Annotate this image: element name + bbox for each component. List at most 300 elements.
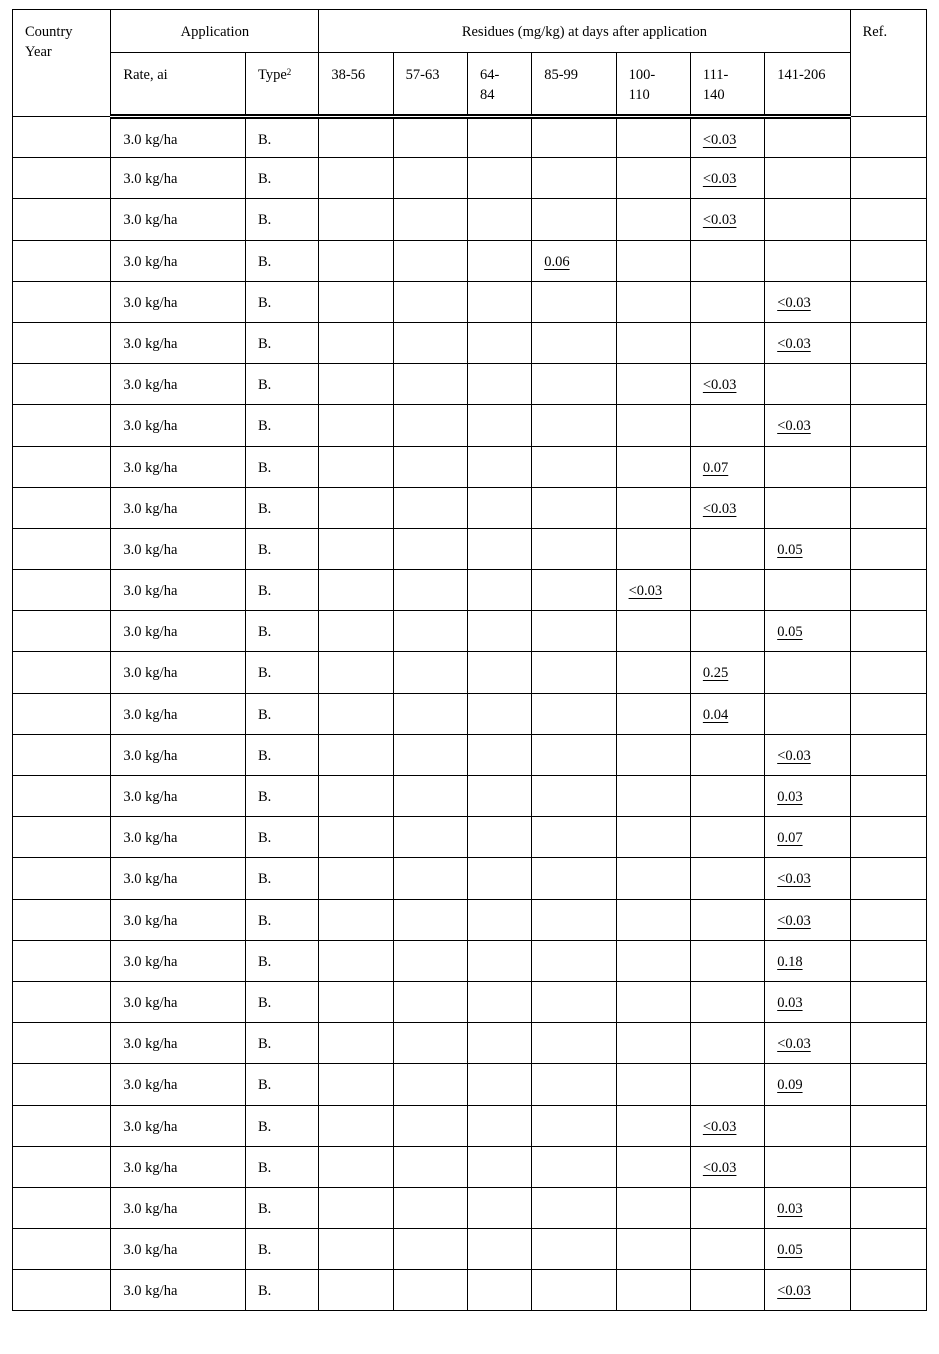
type-cell-text: B. [258,459,272,476]
residue-empty-cell [616,1229,690,1270]
ref-cell [850,693,926,734]
rate-cell [111,776,246,817]
type-cell [246,240,319,281]
rate-cell [111,528,246,569]
residue-empty-cell [532,446,616,487]
residue-empty-cell [690,528,764,569]
type-cell [246,1146,319,1187]
rate-cell [111,364,246,405]
residue-empty-cell [467,364,531,405]
rate-cell-text: 3.0 kg/ha [123,541,178,558]
header-type-label: Type [258,67,287,83]
residue-empty-cell [532,528,616,569]
residue-value-cell [765,817,850,858]
residue-empty-cell [319,364,393,405]
residue-value-cell-text: 0.05 [777,624,803,641]
residue-empty-cell [393,1146,467,1187]
header-type-footnote: 2 [286,67,292,77]
rate-cell-text: 3.0 kg/ha [123,212,178,229]
rate-cell-text: 3.0 kg/ha [123,418,178,435]
residue-empty-cell [532,1229,616,1270]
residue-empty-cell [690,940,764,981]
type-cell [246,776,319,817]
residue-empty-cell [616,199,690,240]
type-cell-text: B. [258,1283,272,1300]
country-year-cell [13,1146,111,1187]
residue-empty-cell [616,281,690,322]
residue-value-cell [690,364,764,405]
country-year-cell [13,364,111,405]
residue-empty-cell [690,1064,764,1105]
residue-empty-cell [765,1105,850,1146]
rate-cell-text: 3.0 kg/ha [123,1118,178,1135]
residue-empty-cell [393,281,467,322]
rate-cell [111,899,246,940]
ref-cell [850,240,926,281]
rate-cell-text: 3.0 kg/ha [123,1200,178,1217]
rate-cell-text: 3.0 kg/ha [123,624,178,641]
residue-empty-cell [467,199,531,240]
residue-value-cell [690,199,764,240]
residue-value-cell [765,858,850,899]
residue-empty-cell [319,899,393,940]
residue-value-cell [765,1187,850,1228]
table-row [13,1146,927,1187]
ref-cell [850,1187,926,1228]
type-cell [246,652,319,693]
residue-empty-cell [393,240,467,281]
type-cell [246,940,319,981]
type-cell [246,446,319,487]
rate-cell [111,487,246,528]
residue-empty-cell [616,1105,690,1146]
rate-cell [111,322,246,363]
ref-cell [850,858,926,899]
residue-empty-cell [765,117,850,158]
country-year-cell [13,899,111,940]
header-country-year: Country Year [13,10,111,117]
type-cell [246,1270,319,1311]
residue-empty-cell [616,364,690,405]
residue-empty-cell [690,1023,764,1064]
residue-empty-cell [319,611,393,652]
residue-empty-cell [690,405,764,446]
residue-empty-cell [467,405,531,446]
table-row [13,940,927,981]
residue-empty-cell [319,858,393,899]
type-cell-text: B. [258,335,272,352]
type-cell-text: B. [258,500,272,517]
residue-value-cell-text: 0.03 [777,1200,803,1217]
residue-empty-cell [467,1023,531,1064]
residue-empty-cell [690,281,764,322]
rate-cell [111,158,246,199]
rate-cell-text: 3.0 kg/ha [123,1036,178,1053]
ref-cell [850,570,926,611]
type-cell [246,281,319,322]
country-year-cell [13,405,111,446]
residue-value-cell-text: <0.03 [777,335,811,352]
rate-cell [111,446,246,487]
ref-cell [850,899,926,940]
residue-empty-cell [532,899,616,940]
residue-empty-cell [393,858,467,899]
residue-empty-cell [532,570,616,611]
type-cell [246,734,319,775]
type-cell-text: B. [258,583,272,600]
type-cell [246,1187,319,1228]
type-cell-text: B. [258,994,272,1011]
residue-value-cell-text: 0.03 [777,994,803,1011]
residue-table [12,9,927,1311]
residue-empty-cell [393,364,467,405]
residue-value-cell [690,446,764,487]
residue-empty-cell [532,199,616,240]
residue-empty-cell [616,734,690,775]
residue-empty-cell [616,1146,690,1187]
ref-cell [850,528,926,569]
residue-empty-cell [616,528,690,569]
table-row [13,1023,927,1064]
residue-empty-cell [393,693,467,734]
residue-empty-cell [319,981,393,1022]
header-day-col: 85-99 [532,53,616,117]
type-cell [246,1023,319,1064]
residue-empty-cell [616,487,690,528]
type-cell [246,570,319,611]
residue-value-cell-text: <0.03 [702,377,737,394]
header-day-col: 111- 140 [690,53,764,117]
ref-cell [850,158,926,199]
residue-empty-cell [690,570,764,611]
residue-value-cell-text: 0.18 [777,953,803,970]
residue-empty-cell [467,776,531,817]
residue-empty-cell [532,981,616,1022]
residue-empty-cell [393,611,467,652]
residue-empty-cell [393,199,467,240]
table-header [13,10,927,117]
residue-empty-cell [319,734,393,775]
residue-empty-cell [319,487,393,528]
country-year-cell [13,528,111,569]
residue-empty-cell [393,940,467,981]
rate-cell [111,1064,246,1105]
rate-cell-text: 3.0 kg/ha [123,1242,178,1259]
residue-empty-cell [393,734,467,775]
residue-empty-cell [393,1187,467,1228]
residue-empty-cell [690,817,764,858]
rate-cell-text: 3.0 kg/ha [123,789,178,805]
ref-cell [850,734,926,775]
header-day-col: 100- 110 [616,53,690,117]
type-cell-text: B. [258,1200,272,1217]
residue-empty-cell [393,1270,467,1311]
type-cell-text: B. [258,953,272,970]
country-year-cell [13,1105,111,1146]
type-cell-text: B. [258,1118,272,1135]
residue-empty-cell [532,693,616,734]
residue-empty-cell [532,817,616,858]
residue-value-cell [765,940,850,981]
residue-value-cell [765,322,850,363]
table-row [13,364,927,405]
type-cell [246,158,319,199]
table-row [13,652,927,693]
ref-cell [850,776,926,817]
rate-cell [111,693,246,734]
residue-empty-cell [319,1023,393,1064]
residue-value-cell-text: <0.03 [777,294,811,311]
residue-value-cell [532,240,616,281]
type-cell [246,899,319,940]
residue-value-cell-text: <0.03 [702,1118,737,1135]
residue-empty-cell [467,117,531,158]
ref-cell [850,1064,926,1105]
country-year-cell [13,734,111,775]
residue-value-cell [765,1229,850,1270]
rate-cell-text: 3.0 kg/ha [123,1077,178,1094]
residue-value-cell-text: 0.03 [777,789,803,805]
residue-value-cell [765,981,850,1022]
residue-empty-cell [690,240,764,281]
residue-empty-cell [690,734,764,775]
residue-empty-cell [532,1187,616,1228]
residue-value-cell-text: <0.03 [777,912,811,929]
residue-empty-cell [765,652,850,693]
residue-empty-cell [319,1105,393,1146]
residue-value-cell-text: <0.03 [628,583,663,600]
residue-empty-cell [532,487,616,528]
ref-cell [850,1105,926,1146]
residue-empty-cell [319,570,393,611]
table-row [13,776,927,817]
residue-empty-cell [690,858,764,899]
residue-value-cell [765,528,850,569]
residue-empty-cell [690,899,764,940]
rate-cell-text: 3.0 kg/ha [123,912,178,929]
rate-cell-text: 3.0 kg/ha [123,830,178,847]
table-row [13,1229,927,1270]
residue-empty-cell [765,570,850,611]
residue-value-cell-text: 0.05 [777,541,803,558]
residue-empty-cell [616,446,690,487]
ref-cell [850,281,926,322]
header-ref: Ref. [850,10,926,117]
table-row [13,240,927,281]
table-row [13,570,927,611]
ref-cell [850,940,926,981]
residue-empty-cell [467,611,531,652]
rate-cell [111,199,246,240]
country-year-cell [13,570,111,611]
residue-value-cell [690,117,764,158]
residue-empty-cell [616,858,690,899]
residue-empty-cell [532,117,616,158]
residue-empty-cell [616,940,690,981]
rate-cell-text: 3.0 kg/ha [123,253,178,270]
residue-empty-cell [616,322,690,363]
residue-empty-cell [467,1270,531,1311]
residue-empty-cell [467,981,531,1022]
header-day-col: 57-63 [393,53,467,117]
residue-value-cell-text: 0.06 [544,253,570,270]
residue-empty-cell [765,446,850,487]
type-cell-text: B. [258,294,272,311]
residue-empty-cell [467,1146,531,1187]
ref-cell [850,1270,926,1311]
residue-empty-cell [393,1105,467,1146]
residue-value-cell [765,734,850,775]
residue-empty-cell [319,281,393,322]
type-cell-text: B. [258,665,272,682]
residue-empty-cell [393,1229,467,1270]
rate-cell-text: 3.0 kg/ha [123,500,178,517]
type-cell-text: B. [258,1036,272,1053]
residue-value-cell-text: <0.03 [702,1159,737,1176]
residue-value-cell-text: 0.09 [777,1077,803,1094]
type-cell-text: B. [258,624,272,641]
residue-empty-cell [319,817,393,858]
residue-empty-cell [616,1064,690,1105]
residue-empty-cell [532,364,616,405]
residue-empty-cell [616,1023,690,1064]
table-row [13,281,927,322]
residue-empty-cell [467,734,531,775]
residue-empty-cell [690,322,764,363]
residue-empty-cell [319,446,393,487]
ref-cell [850,446,926,487]
residue-value-cell-text: <0.03 [777,418,811,435]
rate-cell-text: 3.0 kg/ha [123,1283,178,1300]
rate-cell [111,940,246,981]
residue-empty-cell [616,117,690,158]
residue-empty-cell [765,199,850,240]
residue-empty-cell [319,1146,393,1187]
residue-empty-cell [393,1023,467,1064]
rate-cell [111,1229,246,1270]
residue-value-cell-text: <0.03 [777,871,811,888]
type-cell [246,693,319,734]
residue-empty-cell [532,734,616,775]
residue-empty-cell [393,652,467,693]
country-year-cell [13,1064,111,1105]
residue-empty-cell [467,570,531,611]
residue-empty-cell [467,281,531,322]
residue-value-cell-text: <0.03 [777,747,811,764]
country-year-cell [13,858,111,899]
type-cell-text: B. [258,912,272,929]
rate-cell-text: 3.0 kg/ha [123,583,178,600]
residue-empty-cell [393,817,467,858]
residue-empty-cell [393,405,467,446]
table-row [13,1270,927,1311]
residue-empty-cell [532,611,616,652]
rate-cell [111,817,246,858]
residue-empty-cell [616,611,690,652]
ref-cell [850,981,926,1022]
residue-empty-cell [532,322,616,363]
ref-cell [850,611,926,652]
rate-cell-text: 3.0 kg/ha [123,377,178,394]
residue-value-cell [690,1146,764,1187]
country-year-cell [13,1229,111,1270]
residue-empty-cell [467,446,531,487]
residue-empty-cell [393,1064,467,1105]
residue-value-cell [765,899,850,940]
table-row [13,322,927,363]
residue-empty-cell [765,487,850,528]
type-cell [246,611,319,652]
rate-cell-text: 3.0 kg/ha [123,953,178,970]
ref-cell [850,199,926,240]
rate-cell-text: 3.0 kg/ha [123,871,178,888]
country-year-cell [13,322,111,363]
residue-value-cell [690,158,764,199]
residue-empty-cell [319,776,393,817]
residue-empty-cell [467,158,531,199]
rate-cell [111,570,246,611]
type-cell [246,322,319,363]
residue-value-cell [765,776,850,817]
type-cell [246,364,319,405]
rate-cell-text: 3.0 kg/ha [123,665,178,682]
residue-empty-cell [319,940,393,981]
rate-cell [111,858,246,899]
residue-empty-cell [532,940,616,981]
residue-empty-cell [467,693,531,734]
residue-empty-cell [467,817,531,858]
residue-empty-cell [393,981,467,1022]
type-cell-text: B. [258,253,272,270]
residue-value-cell [765,1023,850,1064]
residue-empty-cell [532,652,616,693]
header-residues: Residues (mg/kg) at days after application [319,10,850,53]
residue-empty-cell [319,652,393,693]
header-type [246,53,319,117]
type-cell [246,199,319,240]
residue-empty-cell [319,405,393,446]
ref-cell [850,652,926,693]
type-cell-text: B. [258,747,272,764]
residue-empty-cell [393,322,467,363]
residue-empty-cell [690,981,764,1022]
residue-empty-cell [467,322,531,363]
rate-cell-text: 3.0 kg/ha [123,459,178,476]
residue-empty-cell [616,693,690,734]
residue-value-cell-text: <0.03 [777,1036,811,1053]
residue-empty-cell [319,693,393,734]
residue-value-cell-text: 0.07 [777,830,803,847]
rate-cell [111,611,246,652]
residue-empty-cell [319,528,393,569]
residue-value-cell-text: 0.05 [777,1242,803,1259]
residue-empty-cell [765,1146,850,1187]
rate-cell-text: 3.0 kg/ha [123,706,178,723]
residue-empty-cell [467,1064,531,1105]
table-row [13,1105,927,1146]
residue-empty-cell [690,1187,764,1228]
type-cell [246,981,319,1022]
residue-empty-cell [765,693,850,734]
residue-empty-cell [319,158,393,199]
rate-cell [111,1146,246,1187]
type-cell-text: B. [258,377,272,394]
residue-empty-cell [532,281,616,322]
country-year-cell [13,487,111,528]
type-cell-text: B. [258,1077,272,1094]
residue-empty-cell [319,1064,393,1105]
rate-cell-text: 3.0 kg/ha [123,132,178,148]
